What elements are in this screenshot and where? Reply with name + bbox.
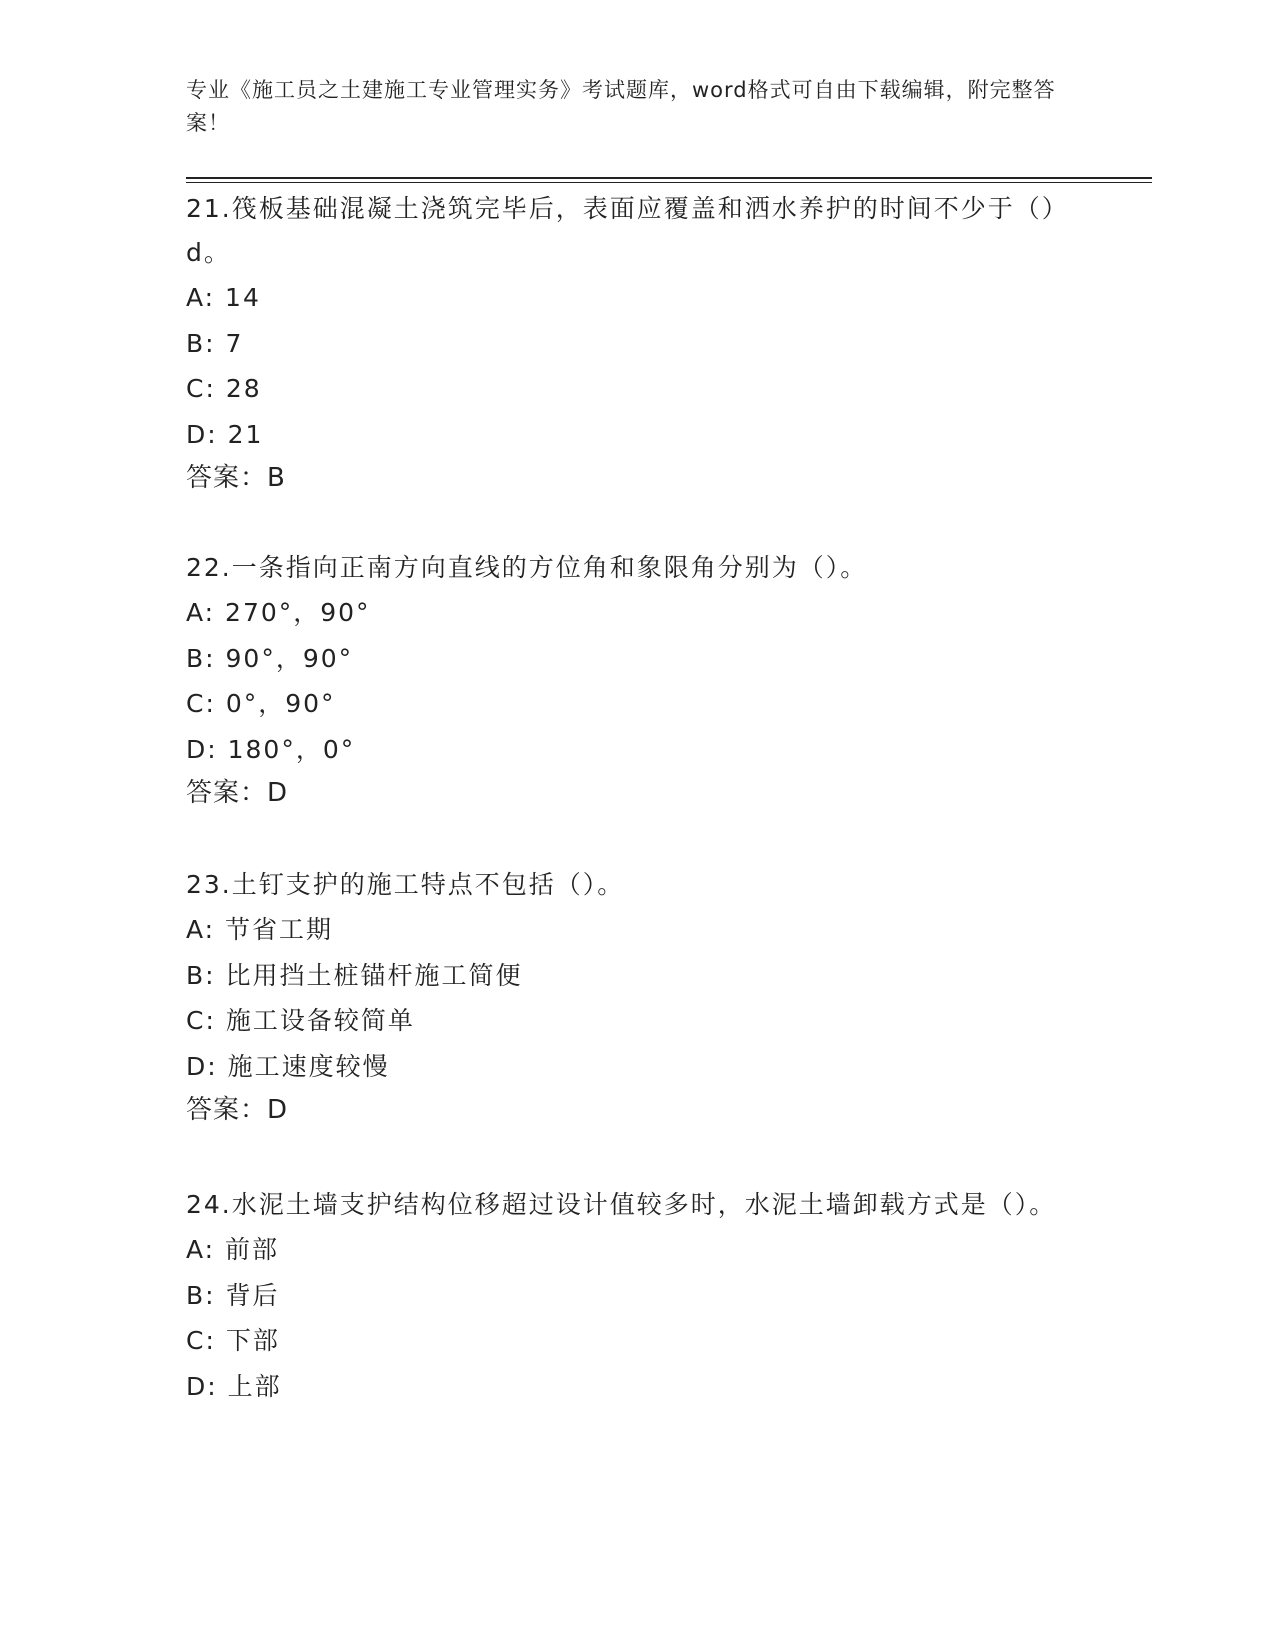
question-stem: 23.土钉支护的施工特点不包括（）。 [186,870,625,899]
option-d: D: 21 [186,419,264,449]
option-d: D: 180°，0° [186,734,356,764]
option-c: C: 施工设备较简单 [186,1006,415,1035]
question-stem: 22.一条指向正南方向直线的方位角和象限角分别为（）。 [186,553,868,582]
answer-line: 答案：D [186,1095,289,1125]
question-21 [186,187,1086,499]
option-a: A: 节省工期 [186,915,334,944]
option-d: D: 上部 [186,1371,282,1401]
question-stem: 21.筏板基础混凝土浇筑完毕后，表面应覆盖和洒水养护的时间不少于（）d。 [186,194,1057,267]
option-c: C: 0°，90° [186,689,336,718]
header-divider [186,177,1152,183]
answer-line: 答案：B [186,463,286,493]
option-b: B: 比用挡土桩锚杆施工简便 [186,960,523,990]
document-header: 专业《施工员之土建施工专业管理实务》考试题库，word格式可自由下载编辑，附完整答案！ [186,78,1056,135]
option-a: A: 270°，90° [186,598,371,627]
option-a: A: 前部 [186,1235,280,1264]
answer-line: 答案：D [186,778,289,808]
option-b: B: 90°，90° [186,643,354,673]
option-b: B: 7 [186,328,244,358]
option-a: A: 14 [186,283,261,312]
option-d: D: 施工速度较慢 [186,1051,390,1081]
option-c: C: 28 [186,374,262,403]
option-c: C: 下部 [186,1326,280,1355]
question-24 [186,1183,1086,1409]
question-23 [186,863,1086,1131]
question-22 [186,546,1086,814]
option-b: B: 背后 [186,1280,280,1310]
question-stem: 24.水泥土墙支护结构位移超过设计值较多时，水泥土墙卸载方式是（）。 [186,1190,1057,1219]
